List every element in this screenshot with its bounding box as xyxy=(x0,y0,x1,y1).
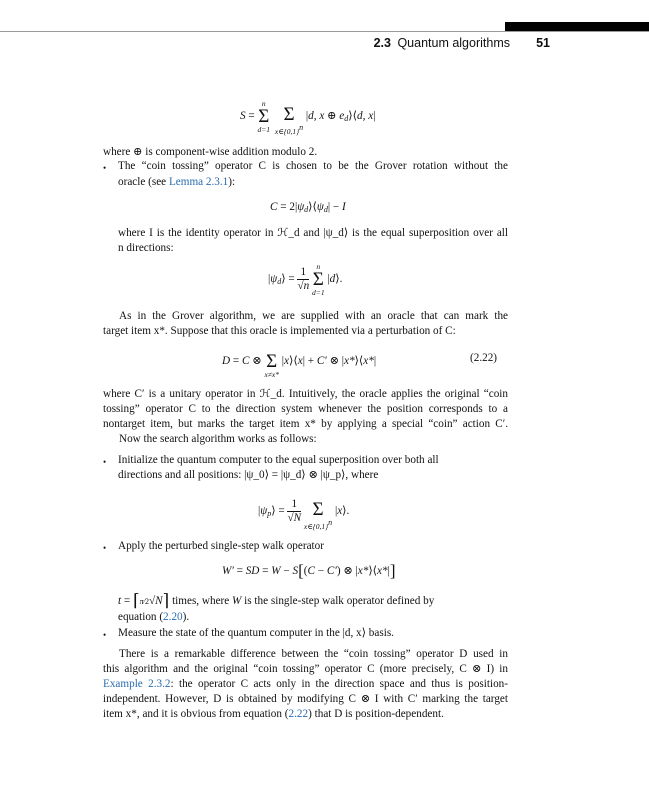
para-3-line-a: There is a remarkable difference between the “coin tossing” operator D used in xyxy=(119,648,508,660)
para-2-line-c: nontarget item, but marks the target item x* by applying a special “coin” action C′. xyxy=(103,418,508,430)
para-2-line-b: tossing” operator C to the direction system whenever the position corresponds to a xyxy=(103,403,508,415)
bullet-1-marker: • xyxy=(103,163,107,173)
where-oplus-text: where ⊕ is component-wise addition modulo 2. xyxy=(103,146,318,158)
t-line-b-pre: equation ( xyxy=(118,611,164,623)
para-3-line-c-post: : the operator C acts only in the direction space and thus is position- xyxy=(170,678,508,690)
t-line-b xyxy=(118,610,508,625)
bullet-2-marker: • xyxy=(103,457,107,467)
para-3-line-e-pre: item x*, and it is obvious from equation ( xyxy=(103,708,289,720)
para-2-line-d: Now the search algorithm works as follows: xyxy=(119,433,317,445)
para-1-line-b: target item x*. Suppose that this oracle is implemented via a perturbation of C: xyxy=(103,325,456,337)
bullet-3-marker: • xyxy=(103,543,107,553)
equation-C: $C = 2|\psi_d⟩⟨\psi_d| - I$ xyxy=(270,201,346,214)
header-rule-bar xyxy=(505,22,649,31)
bullet-4-text: Measure the state of the quantum computer in the |d, x⟩ basis. xyxy=(118,627,394,639)
t-line-a: t = ⌈π⁄2√N⌉ times, where W is the single-step walk operator defined by xyxy=(118,591,435,610)
running-head xyxy=(330,35,510,52)
t-line-b-post: ). xyxy=(182,611,190,623)
page-number: 51 xyxy=(536,36,550,50)
bullet-2-line-b: directions and all positions: |ψ_0⟩ = |ψ_d⟩ ⊗ |ψ_p⟩, where xyxy=(118,469,379,481)
equation-psi-p: $|\psi_p⟩$ = $\frac{1}{√N}$ Σ $x\in\{0,1\}^n$ |x⟩. xyxy=(258,497,350,531)
para-1-line-a: As in the Grover algorithm, we are supplied with an oracle that can mark the xyxy=(119,310,508,322)
eq-2-22-link[interactable]: 2.22 xyxy=(288,708,309,720)
eq-2-20-link[interactable]: 2.20 xyxy=(163,611,183,623)
equation-S: S = n Σ d=1 Σ $x\in\{0,1\}^n$ |d, x ⊕ $e_d⟩⟨d$, x| xyxy=(240,99,376,136)
equation-number-2-22: (2.22) xyxy=(470,352,498,364)
section-title: Quantum algorithms xyxy=(397,36,510,50)
bullet-3-text: Apply the perturbed single-step walk operator xyxy=(118,540,324,552)
header-rule-line xyxy=(0,31,649,32)
example-2-3-2-link[interactable]: Example 2.3.2 xyxy=(103,678,171,690)
para-3-line-e xyxy=(103,707,508,722)
bullet-1-line-a: The “coin tossing” operator C is chosen to be the Grover rotation without the xyxy=(118,160,508,172)
bullet-4-marker: • xyxy=(103,630,107,640)
para-3-line-b: this algorithm and the original “coin tossing” operator C (more precisely, C ⊗ I) in xyxy=(103,663,508,675)
para-2-line-a: where C′ is a unitary operator in ℋ_d. Intuitively, the oracle applies the original “coin xyxy=(103,388,508,400)
bullet-2-line-a: Initialize the quantum computer to the equal superposition over both all xyxy=(118,454,439,466)
section-number: 2.3 xyxy=(373,36,391,50)
para-3-line-e-post: ) that D is position-dependent. xyxy=(308,708,444,720)
para-3-line-d: independent. However, D is obtained by modifying C ⊗ I with C′ marking the target xyxy=(103,693,508,705)
bullet-1-line-b xyxy=(118,175,508,190)
lemma-2-3-1-link[interactable]: Lemma 2.3.1 xyxy=(168,176,229,188)
equation-D: D = C ⊗ Σ x≠x* |x⟩⟨x| + C′ ⊗ |x*⟩⟨x*| xyxy=(222,350,377,379)
bullet-1-line-b-post: ): xyxy=(228,176,236,188)
para-3-line-c xyxy=(103,677,508,692)
where-I-line-a: where I is the identity operator in ℋ_d and |ψ_d⟩ is the equal superposition over all xyxy=(118,227,508,239)
where-I-line-b: n directions: xyxy=(118,242,174,254)
bullet-1-line-b-pre: oracle (see xyxy=(118,176,169,188)
equation-W-prime: W′ = SD = W − S[(C − C′) ⊗ |x*⟩⟨x*|] xyxy=(222,561,396,580)
equation-psi-d: $|\psi_d⟩$ = $\frac{1}{√n}$ n Σ d=1 |d⟩. xyxy=(268,262,343,297)
